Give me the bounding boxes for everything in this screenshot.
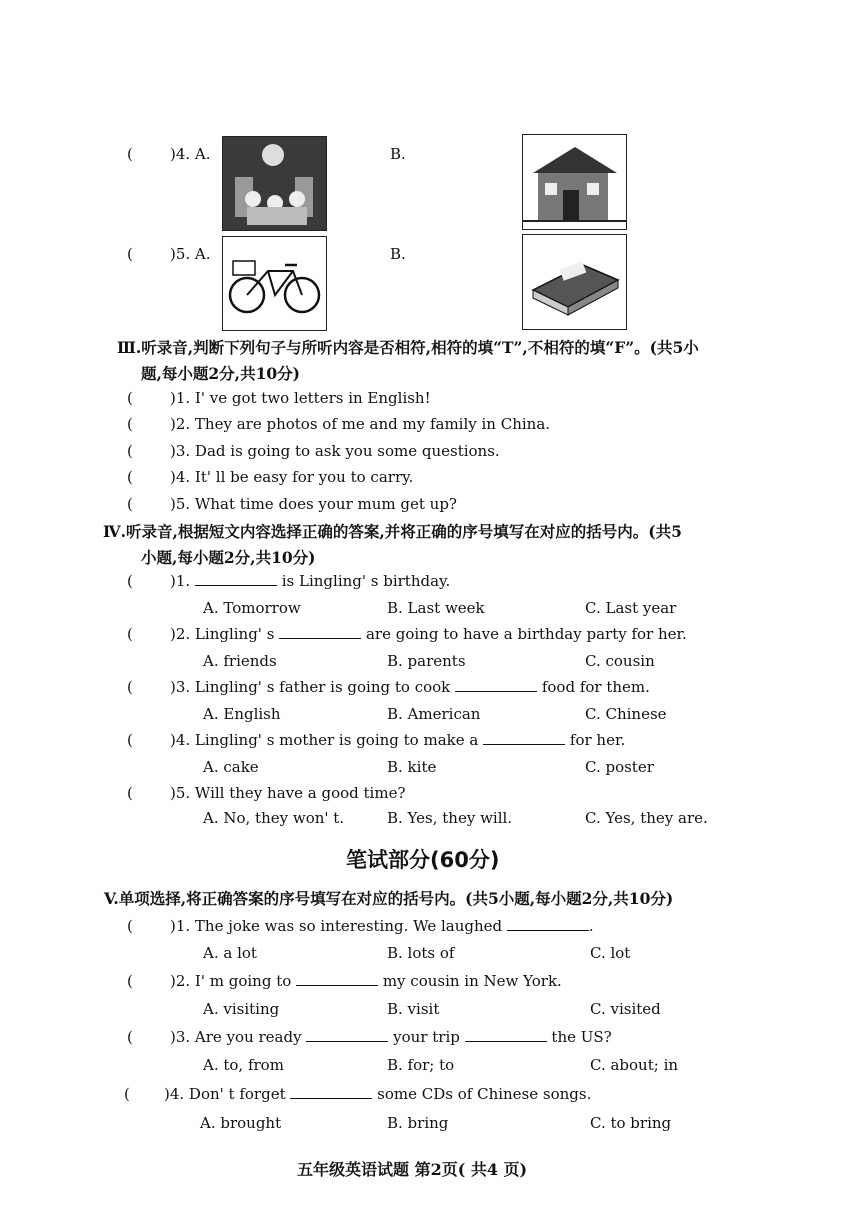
- option-a: A. brought: [200, 1114, 282, 1132]
- section-3-item: )5. What time does your mum get up?: [170, 495, 457, 513]
- answer-paren[interactable]: (: [127, 442, 133, 460]
- option-a: A. cake: [203, 758, 259, 776]
- children-party-picture: [222, 136, 327, 231]
- option-b: B. parents: [387, 652, 466, 670]
- option-b: B. Yes, they will.: [387, 809, 513, 827]
- answer-paren[interactable]: (: [127, 625, 133, 643]
- answer-paren[interactable]: (: [127, 415, 133, 433]
- option-a: A. a lot: [203, 944, 257, 962]
- question-stem: )1. The joke was so interesting. We laughed: [170, 917, 503, 935]
- option-b: B. kite: [387, 758, 437, 776]
- answer-blank: [279, 626, 361, 639]
- option-c: C. poster: [585, 758, 654, 776]
- question-stem-end: food for them.: [541, 678, 650, 696]
- section-3-item: )3. Dad is going to ask you some questions.: [170, 442, 500, 460]
- page-footer: 五年级英语试题 第2页( 共4 页): [297, 1160, 528, 1179]
- answer-blank: [507, 918, 589, 931]
- answer-paren[interactable]: (: [127, 572, 133, 590]
- section-3-item: )2. They are photos of me and my family in China.: [170, 415, 551, 433]
- question-stem-end: my cousin in New York.: [382, 972, 562, 990]
- option-a: A. English: [203, 705, 281, 723]
- section-5-heading: V.单项选择,将正确答案的序号填写在对应的括号内。(共5小题,每小题2分,共10分): [104, 889, 674, 908]
- answer-paren[interactable]: (: [127, 389, 133, 407]
- option-a: A. No, they won' t.: [203, 809, 345, 827]
- question-text: [170, 972, 562, 990]
- question-text: [170, 678, 650, 696]
- question-text: [170, 572, 450, 590]
- option-b: B. bring: [387, 1114, 449, 1132]
- section-3-heading-cont: 题,每小题2分,共10分): [141, 364, 300, 383]
- question-stem-mid: your trip: [393, 1028, 460, 1046]
- answer-blank: [296, 973, 378, 986]
- answer-paren[interactable]: (: [127, 245, 133, 263]
- question-text: [170, 625, 687, 643]
- option-a: A. visiting: [203, 1000, 280, 1018]
- bicycle-picture: [222, 236, 327, 331]
- question-stem-end: some CDs of Chinese songs.: [377, 1085, 592, 1103]
- answer-paren[interactable]: (: [127, 917, 133, 935]
- option-c: C. visited: [590, 1000, 661, 1018]
- question-stem: )3. Lingling' s father is going to cook: [170, 678, 451, 696]
- question-stem-end: .: [588, 917, 594, 935]
- answer-paren[interactable]: (: [127, 972, 133, 990]
- option-b: B. visit: [387, 1000, 440, 1018]
- question-text: )5. Will they have a good time?: [170, 784, 406, 802]
- answer-blank: [455, 679, 537, 692]
- question-text: [170, 917, 594, 935]
- house-picture: [522, 134, 627, 230]
- option-b: B. for; to: [387, 1056, 455, 1074]
- answer-blank: [306, 1029, 388, 1042]
- option-b: B. lots of: [387, 944, 455, 962]
- section-3-item: )4. It' ll be easy for you to carry.: [170, 468, 414, 486]
- option-b: B. American: [387, 705, 481, 723]
- question-stem: )4. Don' t forget: [164, 1085, 286, 1103]
- question-stem: )1.: [170, 572, 191, 590]
- option-c: C. Last year: [585, 599, 677, 617]
- written-part-title: 笔试部分(60分): [346, 848, 500, 872]
- section-4-heading-cont: 小题,每小题2分,共10分): [141, 548, 316, 567]
- answer-paren[interactable]: (: [124, 1085, 130, 1103]
- question-text: [170, 731, 625, 749]
- answer-paren[interactable]: (: [127, 495, 133, 513]
- option-c: C. to bring: [590, 1114, 672, 1132]
- question-stem: )3. Are you ready: [170, 1028, 302, 1046]
- question-stem-end: is Lingling' s birthday.: [281, 572, 451, 590]
- option-a: A. friends: [203, 652, 277, 670]
- answer-paren[interactable]: (: [127, 731, 133, 749]
- question-text: [164, 1085, 591, 1103]
- answer-blank: [195, 573, 277, 586]
- answer-paren[interactable]: (: [127, 678, 133, 696]
- option-c: C. lot: [590, 944, 631, 962]
- answer-paren[interactable]: (: [127, 145, 133, 163]
- answer-blank: [465, 1029, 547, 1042]
- answer-blank: [290, 1086, 372, 1099]
- question-stem-end: are going to have a birthday party for her.: [365, 625, 687, 643]
- option-c: C. cousin: [585, 652, 655, 670]
- answer-blank: [483, 732, 565, 745]
- section-3-heading: Ⅲ.听录音,判断下列句子与所听内容是否相符,相符的填“T”,不相符的填“F”。(共5小: [117, 338, 699, 357]
- answer-paren[interactable]: (: [127, 468, 133, 486]
- question-number: )4. A.: [170, 145, 211, 163]
- option-c: C. Chinese: [585, 705, 667, 723]
- question-stem: )2. Lingling' s: [170, 625, 275, 643]
- books-picture: [522, 234, 627, 330]
- option-b-label: B.: [390, 145, 406, 163]
- option-b: B. Last week: [387, 599, 485, 617]
- answer-paren[interactable]: (: [127, 784, 133, 802]
- question-stem: )4. Lingling' s mother is going to make a: [170, 731, 479, 749]
- option-b-label: B.: [390, 245, 406, 263]
- option-c: C. about; in: [590, 1056, 679, 1074]
- question-stem-end: for her.: [569, 731, 626, 749]
- option-c: C. Yes, they are.: [585, 809, 708, 827]
- question-stem: )2. I' m going to: [170, 972, 292, 990]
- section-3-item: )1. I' ve got two letters in English!: [170, 389, 431, 407]
- answer-paren[interactable]: (: [127, 1028, 133, 1046]
- section-4-heading: Ⅳ.听录音,根据短文内容选择正确的答案,并将正确的序号填写在对应的括号内。(共5: [103, 522, 682, 541]
- option-a: A. Tomorrow: [203, 599, 301, 617]
- question-stem-end: the US?: [551, 1028, 612, 1046]
- question-number: )5. A.: [170, 245, 211, 263]
- question-text: [170, 1028, 612, 1046]
- option-a: A. to, from: [203, 1056, 284, 1074]
